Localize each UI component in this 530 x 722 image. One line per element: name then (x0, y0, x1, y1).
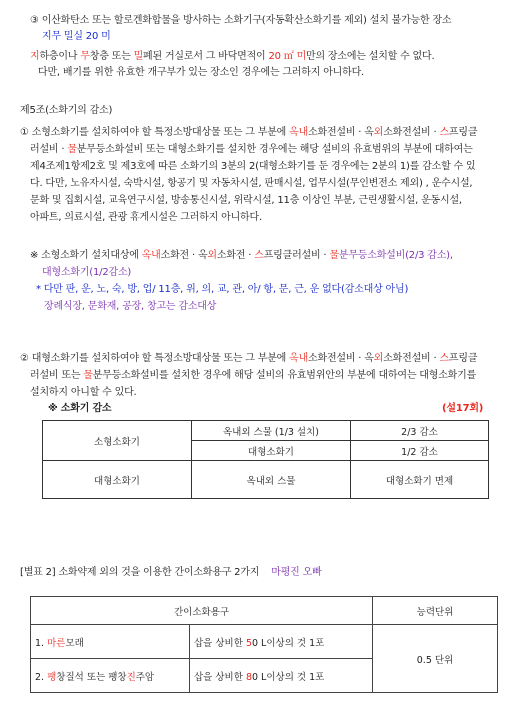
table-header: 능력단위 (373, 597, 498, 625)
text-part: 러설비 · (30, 144, 68, 155)
table-cell: 옥내외 스물 (1/3 설치) (192, 421, 351, 441)
text-part: ① 소형소화기를 설치하여야 할 특정소방대상물 또는 그 부분에 (20, 127, 290, 138)
item3-line1: ③ 이산화탄소 또는 할로겐화합물을 방사하는 소화기구(자동확산소화기를 제외) 설치 불가능한 장소 (30, 15, 452, 26)
red-char: 물 (67, 144, 77, 155)
table-row (31, 597, 498, 625)
table-cell: 1/2 감소 (351, 441, 489, 461)
red-char: 스 (439, 127, 449, 138)
text-part: 분무등소화설비(2/3 감소), (338, 250, 453, 261)
item3-line4: 다만, 배기를 위한 유효한 개구부가 있는 장소인 경우에는 그러하지 아니하다. (38, 67, 365, 78)
red-char: 외 (373, 127, 384, 138)
p1-line2 (30, 143, 473, 157)
text-part: ※ 소형소화기 설치대상에 (30, 250, 142, 261)
red-char: 스 (439, 353, 449, 364)
text-part: 소화전설비 · 옥 (308, 353, 374, 364)
text-part: 폐된 거실로서 그 바닥면적이 (143, 51, 269, 62)
text-part: 주암 (135, 671, 155, 683)
text-part: 러설비 또는 (30, 370, 84, 381)
annex-heading (20, 566, 322, 580)
table-cell (190, 659, 373, 693)
table-cell: 대형소화기 면제 (351, 461, 489, 499)
note-line3: * 다만 판, 운, 노, 숙, 방, 업/ 11층, 위, 의, 교, 관, 아/ 항, 문, 근, 운 없다(감소대상 아님) (36, 284, 409, 295)
table1-title: ※ 소화기 감소 (48, 403, 112, 414)
annex-mnemonic: 마평진 오빠 (271, 567, 322, 578)
table-row (43, 421, 489, 441)
text-part: 하층이나 (39, 51, 81, 62)
text-part: 소화전 · 옥 (160, 250, 208, 261)
table-cell: 대형소화기 (192, 441, 351, 461)
text-part: 삽을 상비한 (194, 671, 246, 683)
table-cell: 소형소화기 (43, 421, 192, 461)
text-part: 소화전설비 · 옥 (308, 127, 374, 138)
text-part: 프링클 (448, 127, 478, 138)
table-header: 간이소화용구 (31, 597, 373, 625)
item3-mnemonic: 지무 밀실 20 미 (42, 31, 111, 42)
red-char: 외 (207, 250, 217, 261)
text-part: 삽을 상비한 (194, 637, 246, 649)
text-part: 소화전설비 · (383, 353, 440, 364)
red-char: 옥내 (289, 127, 309, 138)
text-part: 프링클러설비 · (263, 250, 330, 261)
table-cell (190, 625, 373, 659)
note-line4: 장례식장, 문화재, 공장, 창고는 감소대상 (44, 301, 217, 312)
p2-line3: 설치하지 아니할 수 있다. (30, 387, 137, 398)
text-part: 창질석 또는 팽창 (56, 671, 127, 683)
p1-line5: 문화 및 집회시설, 교육연구시설, 방송통신시설, 위락시설, 11층 이상인 부분, 근린생활시설, 운동시설, (30, 195, 462, 206)
text-part: 분무등소화설비 또는 대형소화기를 설치한 경우에는 해당 설비의 유효범위의 부분에 대하여는 (76, 144, 473, 155)
p1-line4: 다. 다만, 노유자시설, 숙박시설, 항공기 및 자동차시설, 판매시설, 업무시설(무인변전소 제외) , 운수시설, (30, 178, 473, 189)
text-part: 프링클 (448, 353, 478, 364)
red-char: 무 (80, 51, 90, 62)
reduction-table (42, 420, 489, 499)
red-char: 스 (254, 250, 264, 261)
p1-line1 (20, 126, 477, 140)
table-cell: 2/3 감소 (351, 421, 489, 441)
text-part: 모래 (65, 637, 84, 649)
exam-badge: (설17회) (442, 403, 484, 414)
text-part: 0 L이상의 것 1포 (251, 637, 325, 649)
red-char: 팽 (47, 671, 57, 683)
table-row (43, 461, 489, 499)
text-part: 대형 (42, 267, 61, 278)
text-part: 소화전 · (216, 250, 255, 261)
p1-line6: 아파트, 의료시설, 관광 휴게시설은 그러하지 아니하다. (30, 212, 262, 223)
text-part: 창층 또는 (89, 51, 134, 62)
table-row (31, 625, 498, 659)
p2-line2 (30, 369, 476, 383)
red-char: 5 (245, 637, 252, 649)
red-char: 마른 (47, 637, 66, 649)
red-char: 20 ㎡ 미 (268, 51, 307, 62)
note-line2 (42, 266, 131, 280)
text-part: 1. (35, 637, 48, 649)
red-char: 물 (83, 370, 93, 381)
text-part: ② 대형소화기를 설치하여야 할 특정소방대상물 또는 그 부분에 (20, 353, 290, 364)
text-part: 2. (35, 671, 48, 683)
p1-line3: 제4조제1항제2호 및 제3호에 따른 소화기의 3분의 2(대형소화기를 둔 경우에는 2분의 1)를 감소할 수 있 (30, 161, 476, 172)
red-char: 옥내 (289, 353, 309, 364)
table-cell: 0.5 단위 (373, 625, 498, 693)
table-cell (31, 659, 190, 693)
table-cell (31, 625, 190, 659)
text-part: 소화기(1/2감소) (60, 267, 132, 278)
text-part: 만의 장소에는 설치할 수 없다. (306, 51, 435, 62)
red-char: 옥내 (141, 250, 161, 261)
annex-title: [별표 2] 소화약제 외의 것을 이용한 간이소화용구 2가지 (20, 567, 260, 578)
table-cell: 옥내외 스물 (192, 461, 351, 499)
text-part: 분무등소화설비를 설치한 경우에 해당 설비의 유효범위안의 부분에 대하여는 대형소화기를 (92, 370, 477, 381)
red-char: 진 (126, 671, 136, 683)
text-part: 소화전설비 · (383, 127, 440, 138)
article5-heading: 제5조(소화기의 감소) (20, 105, 113, 116)
table-cell: 대형소화기 (43, 461, 192, 499)
simple-extinguisher-table (30, 596, 498, 693)
text-part: 0 L이상의 것 1포 (251, 671, 325, 683)
item3-line3 (30, 50, 434, 64)
red-char: 8 (245, 671, 252, 683)
p2-line1 (20, 352, 477, 366)
note-line1 (30, 249, 453, 263)
red-char: 물 (329, 250, 339, 261)
red-char: 지 (30, 51, 40, 62)
red-char: 외 (373, 353, 384, 364)
red-char: 밀 (133, 51, 144, 62)
